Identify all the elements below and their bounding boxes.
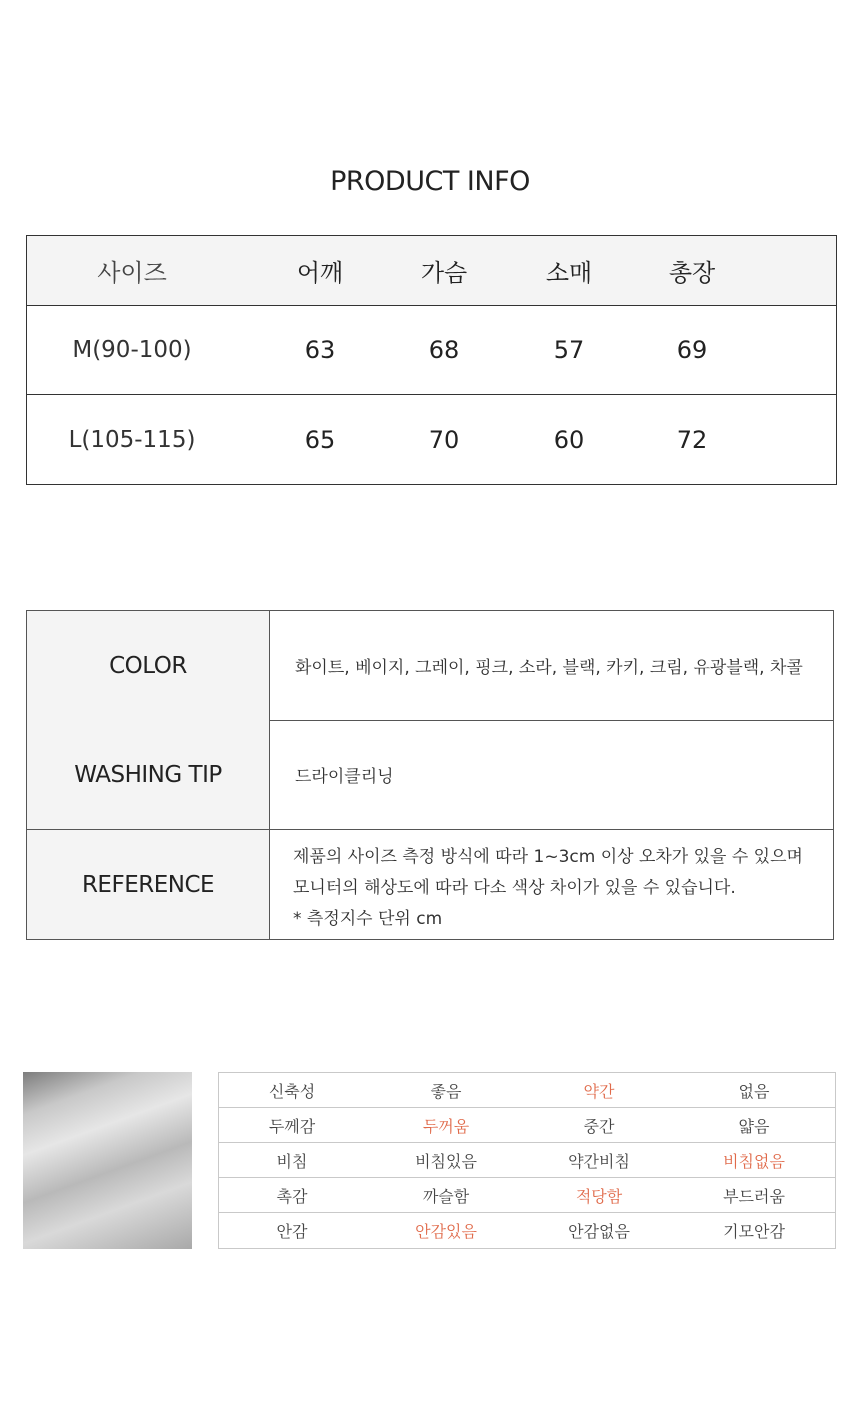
row-length: 72	[676, 425, 708, 454]
fabric-option: 부드러움	[723, 1186, 785, 1206]
fabric-option: 기모안감	[723, 1222, 785, 1241]
row-chest: 70	[428, 425, 460, 454]
fabric-option: 두꺼움	[422, 1116, 470, 1136]
washing-label: WASHING TIP	[27, 720, 270, 829]
table-row	[27, 395, 836, 484]
fabric-swatch-image	[23, 1072, 192, 1249]
size-table-header	[27, 236, 836, 306]
fabric-row	[219, 1178, 835, 1213]
fabric-option: 약간비침	[568, 1151, 630, 1171]
row-length: 69	[676, 336, 708, 364]
fabric-label: 안감	[276, 1222, 308, 1241]
page-title: PRODUCT INFO	[330, 166, 530, 197]
header-shoulder: 어깨	[296, 259, 344, 287]
washing-row	[27, 720, 833, 830]
reference-row	[27, 830, 833, 939]
color-label: COLOR	[27, 611, 270, 720]
row-size: M(90-100)	[72, 337, 192, 363]
washing-value: 드라이클리닝	[295, 767, 394, 787]
fabric-option: 적당함	[575, 1186, 623, 1206]
reference-line: * 측정지수 단위 cm	[293, 909, 443, 929]
reference-label: REFERENCE	[27, 830, 270, 939]
table-row	[27, 306, 836, 395]
fabric-label: 촉감	[276, 1186, 308, 1206]
fabric-label: 두께감	[268, 1116, 316, 1136]
fabric-option: 비침있음	[415, 1151, 477, 1171]
row-chest: 68	[428, 336, 460, 364]
row-sleeve: 60	[553, 425, 585, 454]
reference-line: 제품의 사이즈 측정 방식에 따라 1~3cm 이상 오차가 있을 수 있으며	[293, 847, 803, 867]
fabric-option: 비침없음	[723, 1151, 785, 1171]
fabric-row	[219, 1073, 835, 1108]
info-table	[26, 610, 834, 940]
row-shoulder: 65	[304, 425, 336, 454]
fabric-label: 신축성	[268, 1081, 316, 1101]
reference-line: 모니터의 해상도에 따라 다소 색상 차이가 있을 수 있습니다.	[293, 878, 736, 898]
size-table	[26, 235, 837, 485]
fabric-table	[218, 1072, 836, 1249]
fabric-option: 까슬함	[422, 1186, 470, 1206]
fabric-option: 좋음	[430, 1081, 462, 1101]
row-sleeve: 57	[553, 336, 585, 364]
fabric-option: 얇음	[738, 1116, 770, 1136]
row-size: L(105-115)	[68, 426, 196, 453]
fabric-row	[219, 1108, 835, 1143]
color-row	[27, 611, 833, 721]
header-length: 총장	[668, 259, 716, 287]
fabric-label: 비침	[276, 1151, 308, 1171]
header-size: 사이즈	[97, 259, 167, 287]
fabric-option: 안감있음	[415, 1222, 477, 1241]
fabric-option: 중간	[583, 1116, 615, 1136]
row-shoulder: 63	[304, 336, 336, 364]
header-chest: 가슴	[420, 259, 468, 287]
fabric-option: 약간	[583, 1081, 615, 1101]
header-sleeve: 소매	[545, 259, 593, 287]
fabric-option: 없음	[738, 1081, 770, 1101]
reference-text	[293, 842, 803, 935]
color-value: 화이트, 베이지, 그레이, 핑크, 소라, 블랙, 카키, 크림, 유광블랙, 차콜	[295, 658, 803, 678]
fabric-row	[219, 1143, 835, 1178]
fabric-row	[219, 1213, 835, 1248]
fabric-option: 안감없음	[568, 1222, 630, 1241]
